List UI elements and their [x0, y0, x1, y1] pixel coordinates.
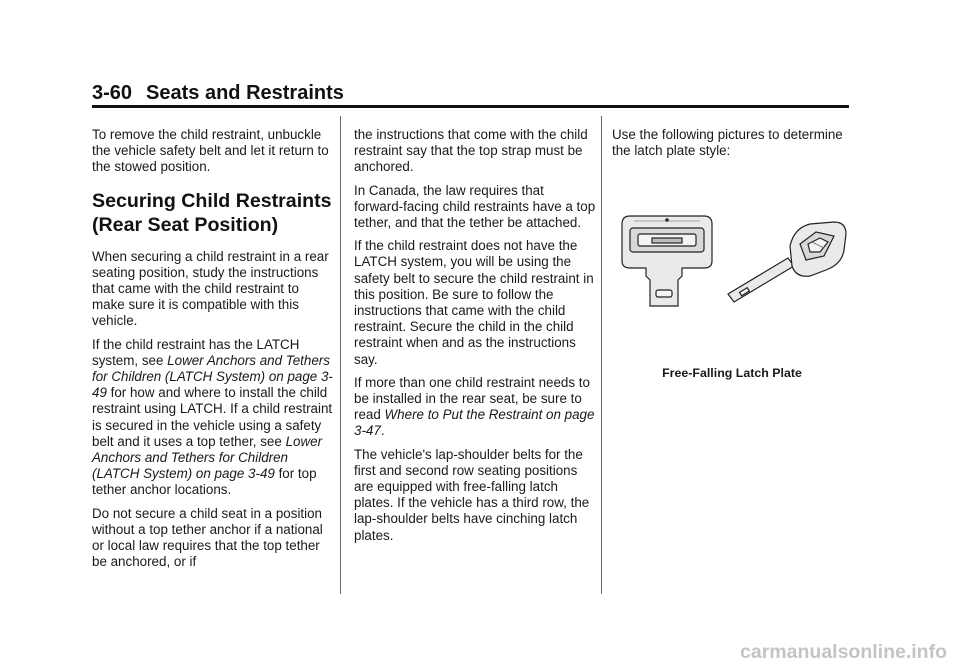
column-right [612, 127, 854, 166]
paragraph: When securing a child restraint in a rear seating position, study the instructions that came with the child restraint to make sure it is compatible with this vehicle. [92, 248, 329, 329]
paragraph: If the child restraint does not have the LATCH system, you will be using the safety belt to secure the child restraint in this position. Be sure to follow the instructions that came with the child restraint. Secure the child in the child restraint when and as the instructions say. [354, 238, 594, 367]
text-run: If the child restraint has the LATCH system, see [92, 336, 300, 368]
latch-plate-illustration [612, 206, 852, 326]
chapter-title: Seats and Restraints [146, 82, 344, 104]
paragraph: In Canada, the law requires that forward-facing child restraints have a top tether, and that the tether be attached. [354, 182, 596, 231]
text-run: for how and where to install the child restraint using LATCH. If a child restraint is secured in the vehicle using a safety belt and it uses a top tether, see [92, 385, 333, 449]
section-heading: Securing Child Restraints (Rear Seat Position) [92, 189, 332, 236]
text-run: for top tether anchor locations. [92, 466, 317, 498]
paragraph: To remove the child restraint, unbuckle the vehicle safety belt and let it return to the stowed position. [92, 127, 329, 175]
text-run: . [380, 423, 385, 439]
latch-plate-angled-view [728, 222, 846, 302]
latch-plate-front-view [622, 216, 712, 306]
text-run: If more than one child restraint needs to be installed in the rear seat, be sure to read [354, 374, 590, 423]
figure-caption: Free-Falling Latch Plate [662, 366, 802, 380]
column-divider [340, 116, 341, 594]
cross-reference-link[interactable]: Lower Anchors and Tethers for Children (LATCH System) on page 3-49 [92, 352, 333, 401]
paragraph: the instructions that come with the child restraint say that the top strap must be anchored. [354, 127, 588, 175]
column-left [92, 127, 334, 577]
paragraph: Do not secure a child seat in a position without a top tether anchor if a national or local law requires that the top tether be anchored, or if [92, 505, 323, 570]
cross-reference-link[interactable]: Where to Put the Restraint on page 3-47 [354, 407, 595, 439]
header-rule [92, 105, 849, 108]
page-number: 3-60 [92, 82, 133, 104]
paragraph [92, 337, 334, 499]
page-header [92, 80, 344, 106]
cross-reference-link[interactable]: Lower Anchors and Tethers for Children (LATCH System) on page 3-49 [92, 433, 323, 482]
paragraph: The vehicle's lap-shoulder belts for the first and second row seating positions are equipped with free-falling latch plates. If the vehicle has a third row, the lap-shoulder belts have cinching latch plates. [354, 446, 590, 543]
column-middle [354, 127, 596, 551]
paragraph [354, 375, 596, 440]
watermark: carmanualsonline.info [740, 641, 947, 663]
column-divider [601, 116, 602, 594]
paragraph: Use the following pictures to determine the latch plate style: [612, 127, 843, 159]
